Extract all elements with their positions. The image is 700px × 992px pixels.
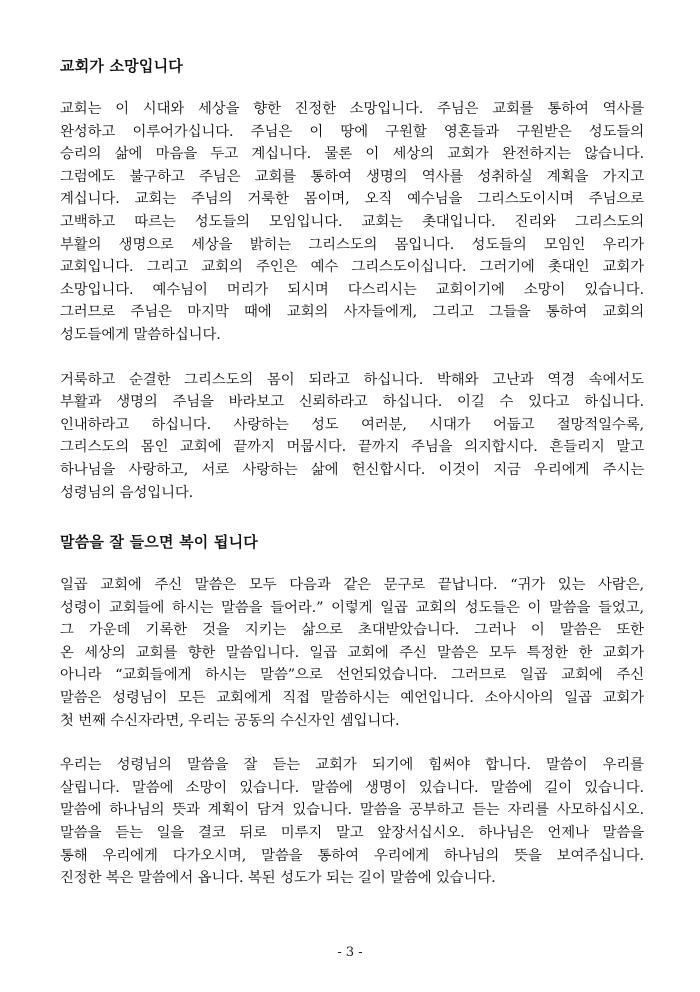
text-line: 말씀은 성령님이 모든 교회에게 직접 말씀하시는 예언입니다. 소아시아의 일곱 교회가 [60, 690, 644, 707]
text-line: 부활의 생명으로 세상을 밝히는 그리스도의 몸입니다. 성도들의 모임인 우리가 [60, 236, 644, 253]
text-line: 진정한 복은 말씀에서 옵니다. 복된 성도가 되는 길이 말씀에 있습니다. [60, 870, 496, 887]
text-line: 통해 우리에게 다가오시며, 말씀을 통하여 우리에게 하나님의 뜻을 보여주십니다. [60, 847, 644, 864]
text-line: 그러므로 주님은 마지막 때에 교회의 사자들에게, 그리고 그들을 통하여 교회의 [60, 304, 644, 321]
text-line: 교회는 이 시대와 세상을 향한 진정한 소망입니다. 주님은 교회를 통하여 역사를 [60, 101, 644, 117]
text-line: 그럼에도 불구하고 주님은 교회를 통하여 생명의 역사를 성취하실 계획을 가지고 [60, 168, 644, 185]
text-line: 승리의 삶에 마음을 두고 계십니다. 물론 이 세상의 교회가 완전하지는 않습니다. [60, 146, 644, 163]
section-heading: 교회가 소망입니다 [60, 57, 183, 75]
text-line: 고백하고 따르는 성도들의 모임입니다. 교회는 촛대입니다. 진리와 그리스도의 [60, 213, 644, 230]
text-line: 소망입니다. 예수님이 머리가 되시며 다스리시는 교회이기에 소망이 있습니다. [60, 281, 644, 298]
text-line: 교회입니다. 그리고 교회의 주인은 예수 그리스도이십니다. 그러기에 촛대인 교회가 [60, 259, 644, 276]
paragraph [60, 369, 644, 505]
text-line: 계십니다. 교회는 주님의 거룩한 몸이며, 오직 예수님을 그리스도이시며 주님으로 [60, 191, 644, 208]
text-line: 완성하고 이루어가십니다. 주님은 이 땅에 구원할 영혼들과 구원받은 성도들의 [60, 123, 644, 140]
text-line: 말씀을 듣는 일을 결코 뒤로 미루지 말고 앞장서십시오. 하나님은 언제나 말씀을 [60, 825, 644, 842]
text-line: 부활과 생명의 주님을 바라보고 신뢰하라고 하십니다. 이길 수 있다고 하십니다. [60, 394, 644, 411]
text-line: 우리는 성령님의 말씀을 잘 듣는 교회가 되기에 힘써야 합니다. 말씀이 우리를 [60, 757, 644, 774]
paragraph [60, 98, 644, 347]
text-line: 첫 번째 수신자라면, 우리는 공동의 수신자인 셈입니다. [60, 712, 400, 729]
text-line: 성도들에게 말씀하십니다. [60, 326, 221, 343]
text-line: 인내하라고 하십니다. 사랑하는 성도 여러분, 시대가 어둡고 절망적일수록, [60, 416, 644, 433]
text-line: 그리스도의 몸인 교회에 끝까지 머뭅시다. 끝까지 주님을 의지합시다. 흔들리지 말고 [60, 439, 644, 456]
page-number: - 3 - [337, 945, 363, 960]
text-line: 그 가운데 기록한 것을 지키는 삶으로 초대받았습니다. 그러나 이 말씀은 또한 [60, 622, 644, 639]
paragraph [60, 574, 644, 732]
text-line: 성령님의 음성입니다. [60, 484, 194, 501]
text-line: 일곱 교회에 주신 말씀은 모두 다음과 같은 문구로 끝납니다. “귀가 있는 사람은, [60, 577, 644, 594]
text-line: 말씀에 하나님의 뜻과 계획이 담겨 있습니다. 말씀을 공부하고 듣는 자리를 사모하십시오. [60, 802, 644, 819]
paragraph [60, 754, 644, 890]
text-line: 아니라 “교회들에게 하시는 말씀”으로 선언되었습니다. 그러므로 일곱 교회에 주신 [60, 667, 644, 684]
text-line: 살립니다. 말씀에 소망이 있습니다. 말씀에 생명이 있습니다. 말씀에 길이 있습니다. [60, 779, 644, 796]
text-line: 거룩하고 순결한 그리스도의 몸이 되라고 하십니다. 박해와 고난과 역경 속에서도 [60, 371, 644, 388]
text-line: 성령이 교회들에 하시는 말씀을 들어라.” 이렇게 일곱 교회의 성도들은 이 말씀을 들었고, [60, 599, 644, 616]
text-line: 온 세상의 교회를 향한 말씀입니다. 일곱 교회에 주신 말씀은 모두 특정한 한 교회가 [60, 644, 644, 661]
text-line: 하나님을 사랑하고, 서로 사랑하는 삶에 헌신합시다. 이것이 지금 우리에게 주시는 [60, 461, 644, 478]
section-heading: 말씀을 잘 들으면 복이 됩니다 [60, 533, 258, 552]
document-page [60, 54, 644, 912]
